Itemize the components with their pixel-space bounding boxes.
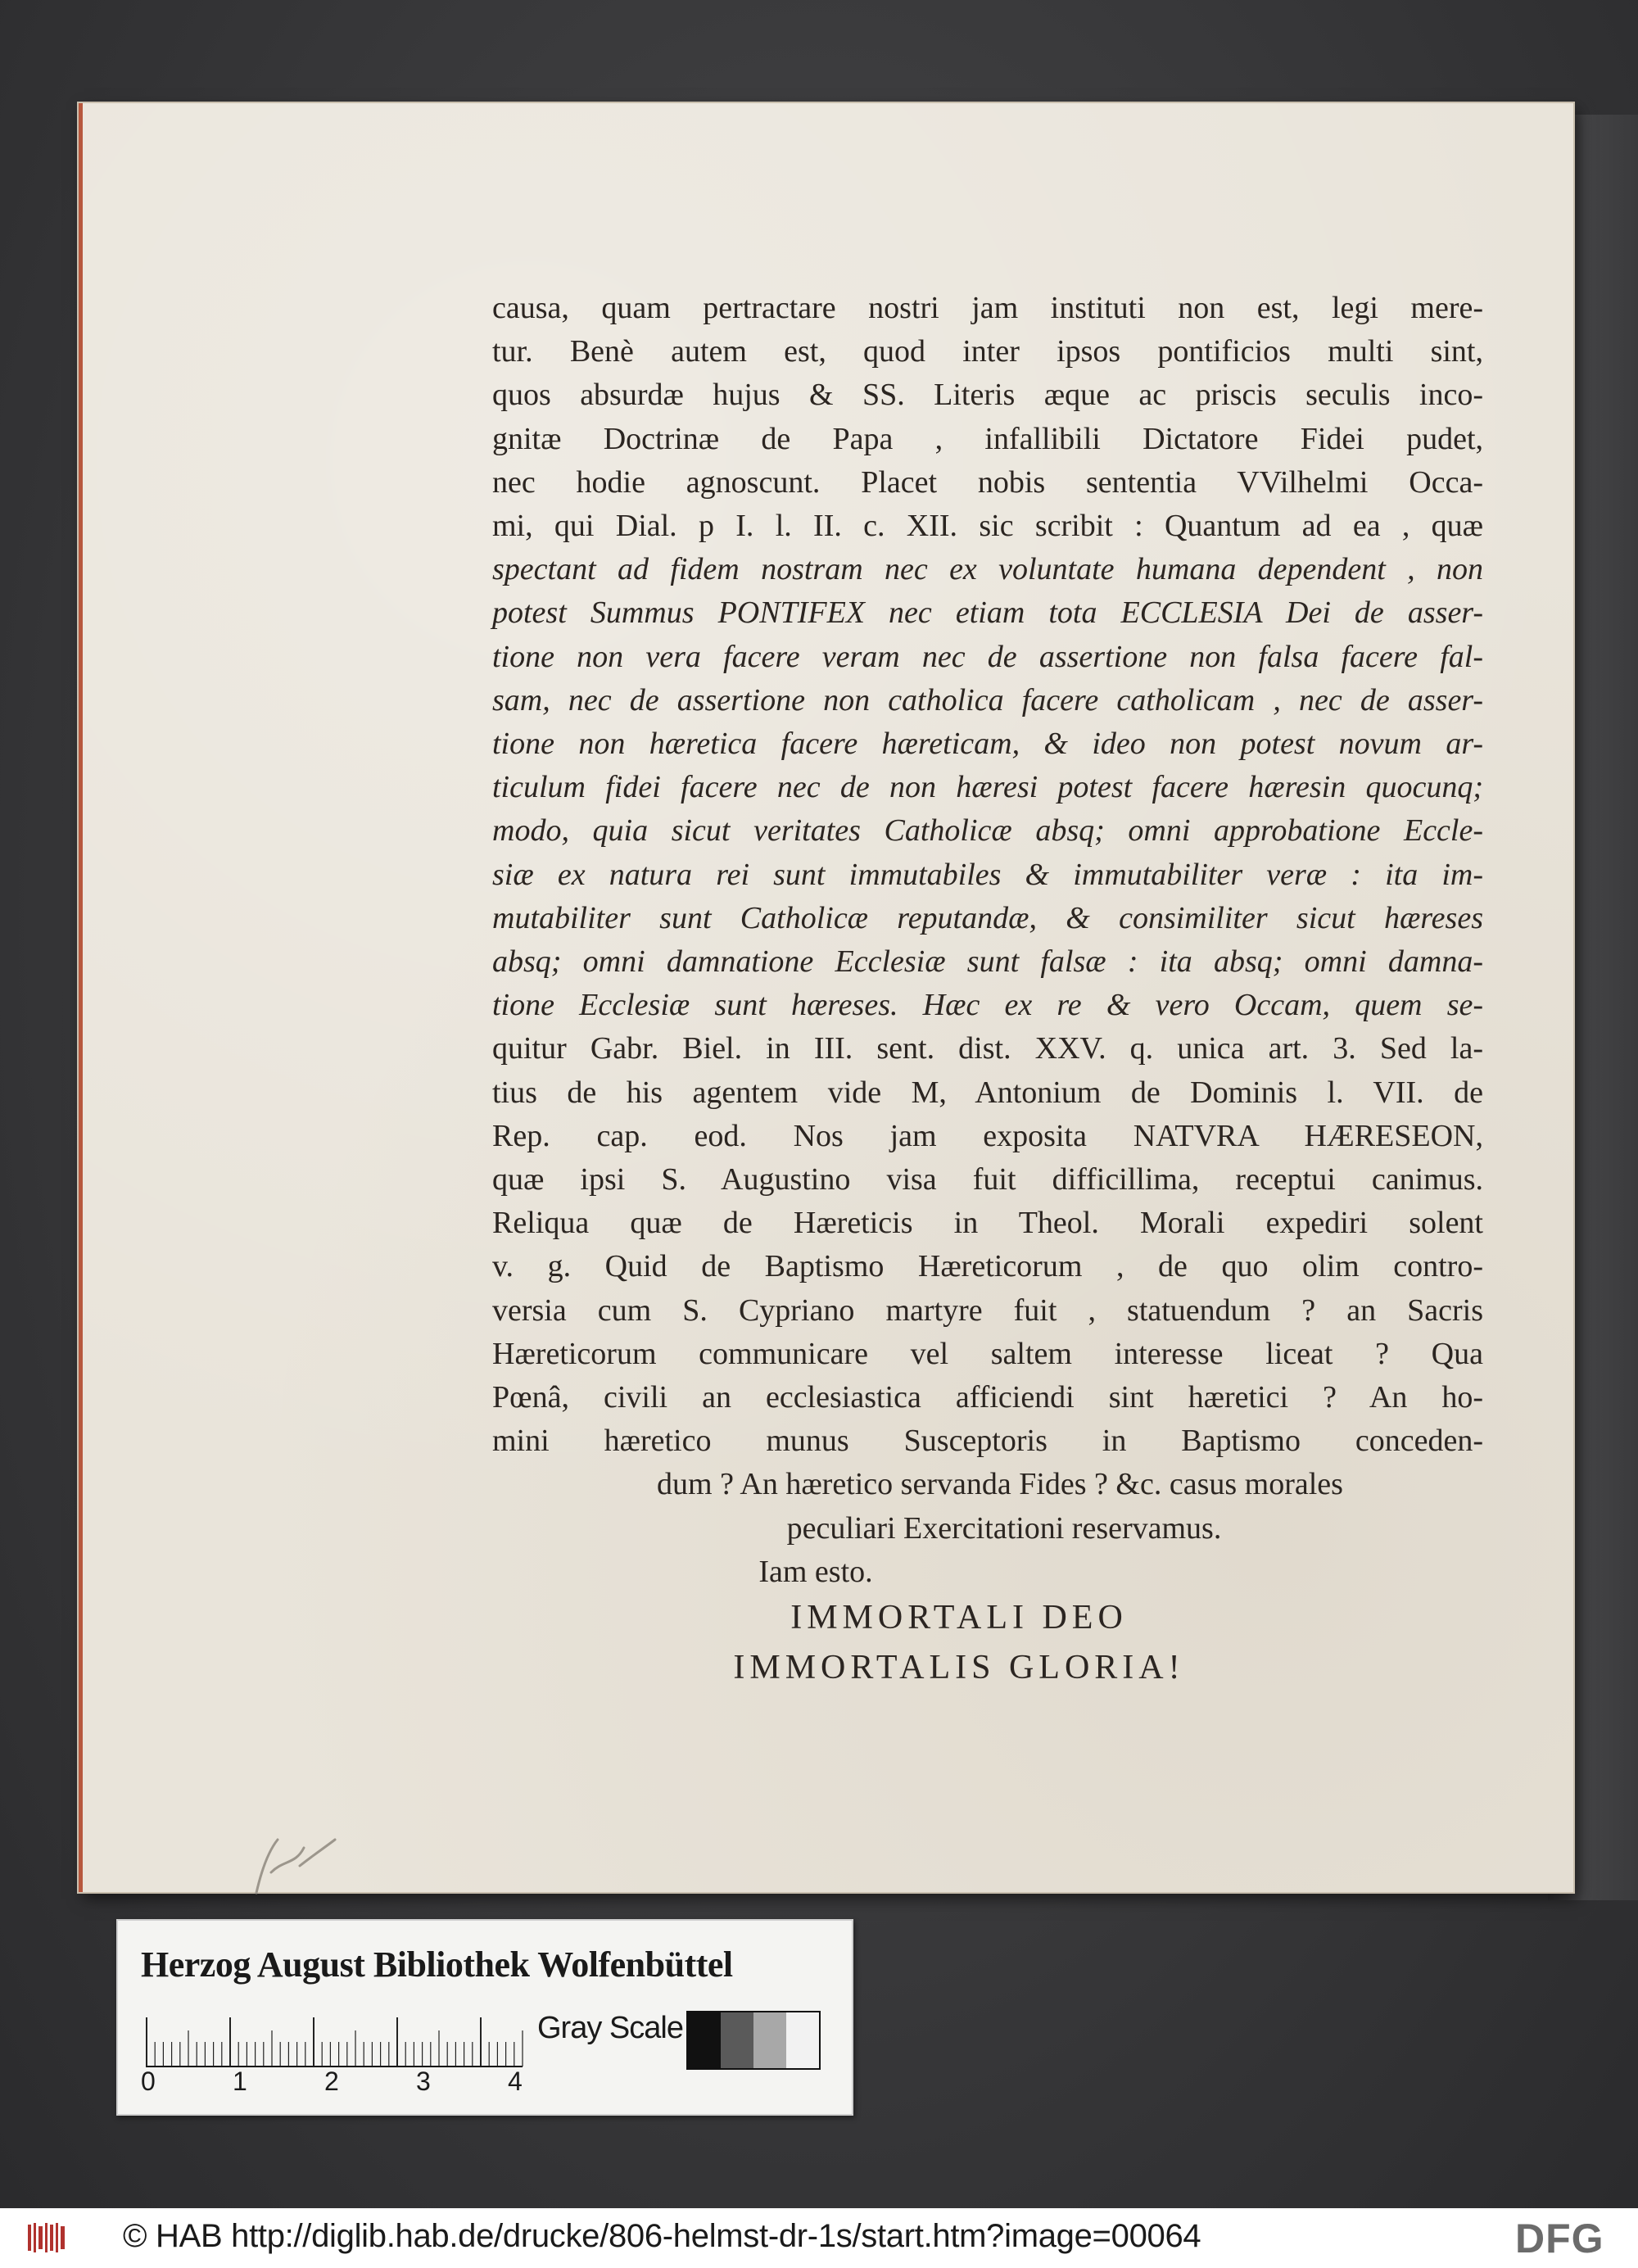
text-line: tione Ecclesiæ sunt hæreses. Hæc ex re & vero Occam, quem se- <box>492 988 1483 1023</box>
footer-bar <box>0 2208 1638 2268</box>
text-line: v. g. Quid de Baptismo Hæreticorum , de quo olim contro- <box>492 1249 1483 1284</box>
copyright-url[interactable]: © HAB http://diglib.hab.de/drucke/806-helmst-dr-1s/start.htm?image=00064 <box>123 2218 1201 2254</box>
gray-swatch <box>688 2012 721 2068</box>
text-line: quitur Gabr. Biel. in III. sent. dist. XXV. q. unica art. 3. Sed la- <box>492 1031 1483 1066</box>
color-reference-bar <box>116 1919 853 2116</box>
ruler-number: 3 <box>416 2067 431 2096</box>
text-line: ticulum fidei facere nec de non hæresi potest facere hæresin quocunq; <box>492 770 1483 805</box>
text-line: quæ ipsi S. Augustino visa fuit difficillima, receptui canimus. <box>492 1162 1483 1197</box>
ruler-number: 1 <box>233 2067 247 2096</box>
text-line: quos absurdæ hujus & SS. Literis æque ac priscis seculis inco- <box>492 378 1483 413</box>
text-line: peculiari Exercitationi reservamus. <box>786 1510 1222 1546</box>
finis-line-1: IMMORTALI DEO <box>790 1599 1128 1636</box>
text-line: mini hæretico munus Susceptoris in Baptismo conceden- <box>492 1424 1483 1459</box>
ruler-number: 2 <box>324 2067 339 2096</box>
text-line: tione non vera facere veram nec de assertione non falsa facere fal- <box>492 639 1483 674</box>
text-line: versia cum S. Cypriano martyre fuit , statuendum ? an Sacris <box>492 1292 1483 1328</box>
ruler-scale <box>146 2012 531 2070</box>
gray-swatch <box>753 2012 786 2068</box>
barcode-logo-icon <box>28 2221 66 2254</box>
text-line: spectant ad fidem nostram nec ex voluntate humana dependent , non <box>492 552 1483 587</box>
gray-scale-swatches <box>686 2011 821 2070</box>
text-line: Hæreticorum communicare vel saltem interesse liceat ? Qua <box>492 1336 1483 1371</box>
page-text-block <box>492 287 1483 1594</box>
text-line: potest Summus PONTIFEX nec etiam tota ECCLESIA Dei de asser- <box>492 595 1483 631</box>
text-line: tius de his agentem vide M, Antonium de Dominis l. VII. de <box>492 1075 1483 1110</box>
text-line: absq; omni damnatione Ecclesiæ sunt falsæ : ita absq; omni damna- <box>492 944 1483 980</box>
text-line: gnitæ Doctrinæ de Papa , infallibili Dictatore Fidei pudet, <box>492 421 1483 456</box>
text-line: dum ? An hæretico servanda Fides ? &c. casus morales <box>657 1467 1343 1502</box>
text-line: Reliqua quæ de Hæreticis in Theol. Morali expediri solent <box>492 1206 1483 1241</box>
text-line: tione non hæretica facere hæreticam, & ideo non potest novum ar- <box>492 727 1483 762</box>
text-line: mutabiliter sunt Catholicæ reputandæ, & consimiliter sicut hæreses <box>492 900 1483 935</box>
finis-line-2: IMMORTALIS GLORIA! <box>733 1649 1185 1686</box>
gray-swatch <box>721 2012 753 2068</box>
text-line: tur. Benè autem est, quod inter ipsos pontificios multi sint, <box>492 334 1483 369</box>
library-name: Herzog August Bibliothek Wolfenbüttel <box>141 1944 733 1985</box>
text-line: Rep. cap. eod. Nos jam exposita NATVRA HÆRESEON, <box>492 1118 1483 1153</box>
text-line: Iam esto. <box>758 1554 873 1589</box>
dfg-logo: DFG <box>1515 2216 1604 2261</box>
text-line: nec hodie agnoscunt. Placet nobis sententia VVilhelmi Occa- <box>492 464 1483 500</box>
gray-scale-label: Gray Scale <box>537 2011 683 2045</box>
text-line: mi, qui Dial. p I. l. II. c. XII. sic scribit : Quantum ad ea , quæ <box>492 509 1483 544</box>
ruler-number: 4 <box>508 2067 523 2096</box>
ruler-numbers <box>141 2067 600 2103</box>
text-line: sam, nec de assertione non catholica facere catholicam , nec de asser- <box>492 682 1483 718</box>
text-line: causa, quam pertractare nostri jam instituti non est, legi mere- <box>492 291 1483 325</box>
pencil-mark <box>247 1815 345 1913</box>
text-line: Pœnâ, civili an ecclesiastica afficiendi sint hæretici ? An ho- <box>492 1380 1483 1415</box>
text-line: modo, quia sicut veritates Catholicæ absq; omni approbatione Eccle- <box>492 813 1483 849</box>
text-line: siæ ex natura rei sunt immutabiles & immutabiliter veræ : ita im- <box>492 857 1483 892</box>
gray-swatch <box>786 2012 819 2068</box>
ruler-number: 0 <box>141 2067 156 2096</box>
book-page <box>79 103 1573 1892</box>
